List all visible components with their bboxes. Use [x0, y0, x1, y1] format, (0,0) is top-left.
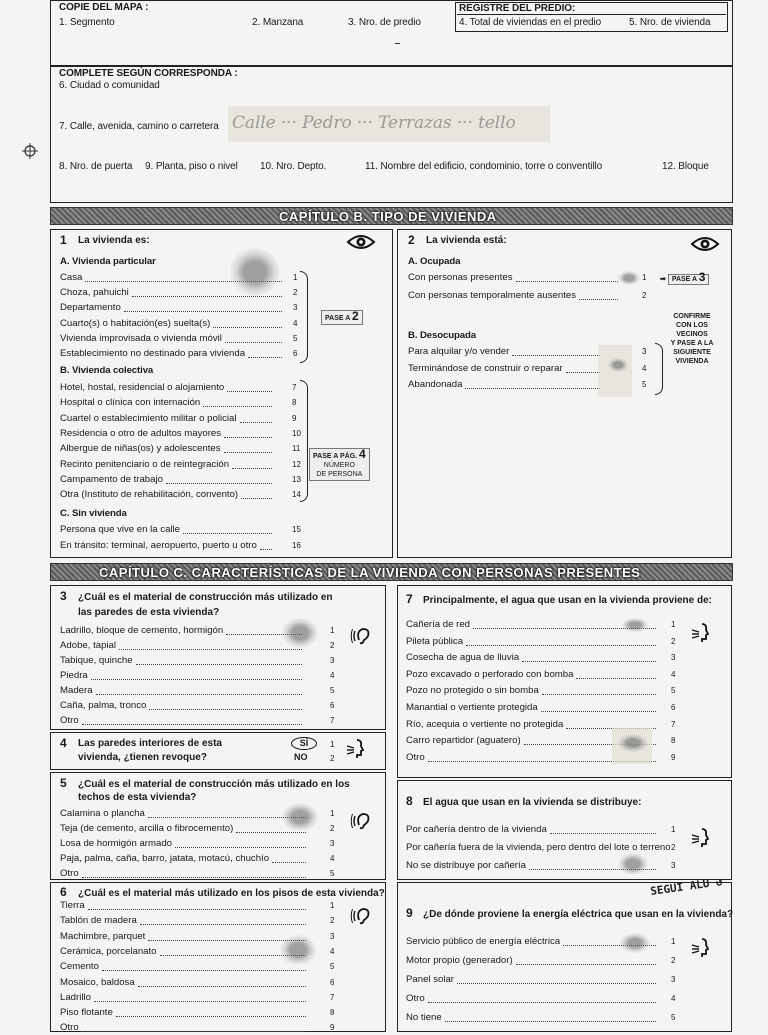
leader-dots	[516, 964, 656, 965]
option-label: No se distribuye por cañería	[406, 860, 526, 871]
ear-icon-q5	[352, 810, 374, 832]
option-label: Ladrillo, bloque de cemento, hormigón	[60, 625, 224, 636]
option-code: 6	[330, 978, 335, 987]
pase-4-label: PASE A PÁG. 4 NÚMERO DE PERSONA	[309, 448, 370, 481]
option-label: Otra (Instituto de rehabilitación, convento)	[60, 489, 239, 500]
leader-dots	[94, 1001, 306, 1002]
option-label: Casa	[60, 272, 83, 283]
q1-mark-casa	[230, 248, 280, 296]
q2-mark-b	[608, 358, 628, 372]
option-label: Cemento	[60, 961, 99, 972]
option-code: 8	[671, 736, 676, 745]
option-label: Otro	[406, 993, 425, 1004]
leader-dots	[124, 311, 282, 312]
leader-dots	[550, 833, 656, 834]
field-nro-vivienda[interactable]: 5. Nro. de vivienda	[629, 17, 711, 28]
leader-dots	[224, 437, 272, 438]
option-row[interactable]	[60, 443, 304, 456]
option-label: Establecimiento no destinado para vivienda	[60, 348, 246, 359]
option-row[interactable]	[60, 853, 342, 866]
leader-dots	[457, 983, 656, 984]
chapter-c-header	[50, 563, 733, 581]
option-code: 5	[330, 962, 335, 971]
q1-question: La vivienda es:	[78, 235, 150, 246]
speak-icon-q8	[690, 827, 712, 849]
chapter-b-title: CAPÍTULO B. TIPO DE VIVIENDA	[279, 209, 497, 224]
option-label: Cuartel o establecimiento militar o policial	[60, 413, 237, 424]
option-label: En tránsito: terminal, aeropuerto, puerto u otro	[60, 540, 257, 551]
option-row[interactable]	[60, 715, 342, 728]
option-row[interactable]	[60, 977, 342, 990]
option-code: 6	[330, 701, 335, 710]
option-row[interactable]	[406, 669, 683, 682]
field-edificio[interactable]: 11. Nombre del edificio, condominio, torre o conventillo	[365, 161, 603, 172]
option-row[interactable]	[60, 900, 342, 913]
leader-dots	[466, 645, 656, 646]
option-row[interactable]	[60, 413, 304, 426]
option-code: 4	[330, 854, 335, 863]
q8-question-1: El agua que usan en la vivienda se distribuye:	[423, 797, 642, 808]
option-code: 5	[671, 686, 676, 695]
option-code: 2	[330, 641, 335, 650]
option-row[interactable]	[60, 700, 342, 713]
option-label: Pileta pública	[406, 636, 464, 647]
leader-dots	[82, 877, 306, 878]
option-row[interactable]	[406, 824, 683, 837]
option-label: Campamento de trabajo	[60, 474, 163, 485]
option-row[interactable]	[60, 459, 304, 472]
option-code: 5	[330, 869, 335, 878]
option-row[interactable]	[60, 382, 304, 395]
option-code: 7	[671, 720, 676, 729]
leader-dots	[116, 1016, 306, 1017]
option-label: Paja, palma, caña, barro, jatata, motacú, chuchío	[60, 853, 270, 864]
option-label: Por cañería dentro de la vivienda	[406, 824, 547, 835]
q9-question-1: ¿De dónde proviene la energía eléctrica que usan en la vivienda?	[423, 909, 734, 920]
q5-question-1: ¿Cuál es el material de construcción más utilizado en los	[78, 779, 350, 790]
option-code: 1	[330, 901, 335, 910]
leader-dots	[132, 296, 282, 297]
leader-dots	[213, 327, 282, 328]
option-label: Teja (de cemento, arcilla o fibrocemento)	[60, 823, 234, 834]
option-row[interactable]	[60, 318, 305, 331]
leader-dots	[149, 709, 302, 710]
option-label: Calamina o plancha	[60, 808, 145, 819]
confirm-label: CONFIRME CON LOS VECINOS Y PASE A LA SIGUIENTE VIVIENDA	[670, 313, 714, 365]
leader-dots	[248, 357, 282, 358]
option-row[interactable]	[406, 636, 683, 649]
leader-dots	[203, 406, 272, 407]
option-label: Recinto penitenciario o de reintegración	[60, 459, 230, 470]
q9-handwritten-note: SEGUI ALU ↺	[649, 874, 724, 899]
q4-question-2: vivienda, ¿tienen revoque?	[78, 752, 207, 763]
leader-dots	[175, 847, 306, 848]
leader-dots	[579, 299, 618, 300]
eye-icon	[346, 232, 376, 252]
field-total-viviendas[interactable]: 4. Total de viviendas en el predio	[459, 17, 602, 28]
q3-mark	[282, 618, 318, 648]
leader-dots	[119, 649, 302, 650]
option-label: Otro	[60, 715, 79, 726]
option-code: 7	[292, 383, 297, 392]
q2-question: La vivienda está:	[426, 235, 507, 246]
option-label: Mosaico, baldosa	[60, 977, 135, 988]
leader-dots	[428, 1002, 656, 1003]
field-predio[interactable]: 3. Nro. de predio	[348, 17, 421, 28]
option-code: 3	[671, 653, 676, 662]
option-code: 4	[293, 319, 298, 328]
option-code: 6	[671, 703, 676, 712]
q2-section-a: A. Ocupada	[408, 256, 461, 267]
option-code: 4	[330, 947, 335, 956]
option-code: 2	[330, 824, 335, 833]
option-code: 6	[293, 349, 298, 358]
option-code: 5	[293, 334, 298, 343]
leader-dots	[140, 924, 306, 925]
leader-dots	[272, 862, 306, 863]
leader-dots	[260, 549, 272, 550]
option-label: Persona que vive en la calle	[60, 524, 180, 535]
q3-question-2: las paredes de esta vivienda?	[78, 607, 220, 618]
q4-question-1: Las paredes interiores de esta	[78, 738, 222, 749]
q8-number: 8	[406, 794, 413, 808]
leader-dots	[166, 483, 272, 484]
option-code: 4	[330, 671, 335, 680]
option-label: Manantial o vertiente protegida	[406, 702, 538, 713]
option-label: Pozo no protegido o sin bomba	[406, 685, 539, 696]
option-label: Carro repartidor (aguatero)	[406, 735, 521, 746]
option-row[interactable]	[406, 685, 683, 698]
option-code: 2	[671, 637, 676, 646]
option-code: 9	[292, 414, 297, 423]
option-label: Panel solar	[406, 974, 454, 985]
speak-icon-q9	[690, 937, 712, 959]
option-code: 9	[330, 1023, 335, 1032]
option-label: Terminándose de construir o reparar	[408, 363, 563, 374]
leader-dots	[91, 679, 302, 680]
option-code: 4	[642, 364, 647, 373]
q1-section-c: C. Sin vivienda	[60, 508, 127, 519]
option-code: 3	[330, 932, 335, 941]
speak-icon-q7	[690, 622, 712, 644]
leader-dots	[445, 1021, 656, 1022]
option-code: 9	[671, 753, 676, 762]
leader-dots	[236, 832, 306, 833]
pase-3-label: ➡ PASE A 3	[660, 273, 709, 284]
option-label: Hospital o clínica con internación	[60, 397, 201, 408]
option-code: 15	[292, 525, 301, 534]
field-calle[interactable]: 7. Calle, avenida, camino o carretera	[59, 121, 219, 132]
option-row[interactable]	[406, 702, 683, 715]
option-row[interactable]	[60, 868, 342, 881]
option-row[interactable]	[406, 652, 683, 665]
option-row[interactable]	[60, 655, 342, 668]
option-code: 2	[642, 291, 647, 300]
option-row[interactable]	[406, 955, 683, 968]
option-label: Otro	[60, 868, 79, 879]
leader-dots	[138, 986, 306, 987]
field-ciudad[interactable]: 6. Ciudad o comunidad	[59, 80, 160, 91]
leader-dots	[96, 694, 302, 695]
field-puerta[interactable]: 8. Nro. de puerta	[59, 161, 133, 172]
q6-question-1: ¿Cuál es el material más utilizado en los pisos de esta vivienda?	[78, 888, 385, 899]
eye-icon-2	[690, 234, 720, 254]
option-code: 16	[292, 541, 301, 550]
leader-dots	[241, 498, 272, 499]
option-label: Ladrillo	[60, 992, 91, 1003]
option-label: Abandonada	[408, 379, 463, 390]
q3-question-1: ¿Cuál es el material de construcción más utilizado en	[78, 592, 333, 603]
option-code: 13	[292, 475, 301, 484]
option-row[interactable]	[60, 333, 305, 346]
option-code: 8	[330, 1008, 335, 1017]
option-code: 2	[293, 288, 298, 297]
option-label: Con personas presentes	[408, 272, 513, 283]
option-row[interactable]	[60, 1007, 342, 1020]
option-label: Con personas temporalmente ausentes	[408, 290, 576, 301]
option-row[interactable]	[60, 670, 342, 683]
option-label: Tablón de madera	[60, 915, 137, 926]
q5-number: 5	[60, 776, 67, 790]
leader-dots	[542, 694, 656, 695]
option-code: 3	[671, 975, 676, 984]
option-row[interactable]	[60, 428, 304, 441]
field-manzana[interactable]: 2. Manzana	[252, 17, 304, 28]
option-label: Choza, pahuichi	[60, 287, 129, 298]
option-label: Piso flotante	[60, 1007, 113, 1018]
option-code: 2	[330, 916, 335, 925]
option-label: No tiene	[406, 1012, 442, 1023]
option-row[interactable]	[60, 838, 342, 851]
option-row[interactable]	[406, 993, 683, 1006]
q6-number: 6	[60, 885, 67, 899]
option-label: Motor propio (generador)	[406, 955, 513, 966]
q1-brace-b	[300, 380, 308, 502]
option-code: 3	[293, 303, 298, 312]
q2-number: 2	[408, 233, 415, 247]
option-code: 3	[642, 347, 647, 356]
option-code: 7	[330, 993, 335, 1002]
registration-mark-icon	[22, 143, 38, 159]
option-label: Otro	[406, 752, 425, 763]
option-row[interactable]	[406, 1012, 683, 1025]
option-label: Otro	[60, 1022, 79, 1033]
option-label: Residencia o otro de adultos mayores	[60, 428, 222, 439]
option-label: Cosecha de agua de lluvia	[406, 652, 520, 663]
option-label: Piedra	[60, 670, 88, 681]
leader-dots	[576, 678, 656, 679]
option-code: 2	[671, 843, 676, 852]
ear-icon-q3	[352, 625, 374, 647]
chapter-c-title: CAPÍTULO C. CARACTERÍSTICAS DE LA VIVIENDA CON PERSONAS PRESENTES	[99, 565, 641, 580]
option-label: Machimbre, parquet	[60, 931, 146, 942]
q4-option-si[interactable]: SÍ	[291, 737, 317, 750]
option-code: 10	[292, 429, 301, 438]
option-row[interactable]	[60, 540, 304, 553]
option-code: 5	[330, 686, 335, 695]
q1-number: 1	[60, 233, 67, 247]
leader-dots	[541, 711, 656, 712]
option-code: 1	[642, 273, 647, 282]
option-row[interactable]	[60, 685, 342, 698]
leader-dots	[566, 372, 600, 373]
option-label: Tabique, quinche	[60, 655, 133, 666]
option-row[interactable]	[408, 290, 654, 303]
q7-question-1: Principalmente, el agua que usan en la vivienda proviene de:	[423, 595, 712, 606]
option-code: 2	[671, 956, 676, 965]
ear-icon-q6	[352, 905, 374, 927]
option-code: 8	[292, 398, 297, 407]
option-code: 12	[292, 460, 301, 469]
q8-mark	[618, 853, 648, 875]
option-row[interactable]	[60, 489, 304, 502]
leader-dots	[232, 468, 272, 469]
option-code: 11	[292, 444, 301, 453]
q4-number: 4	[60, 736, 67, 750]
option-label: Pozo excavado o perforado con bomba	[406, 669, 574, 680]
option-row[interactable]	[60, 302, 305, 315]
option-code: 1	[671, 620, 676, 629]
q1-brace-a	[300, 271, 308, 363]
q6-mark	[280, 935, 316, 965]
option-label: Tierra	[60, 900, 85, 911]
option-code: 3	[330, 656, 335, 665]
option-label: Albergue de niñas(os) y adolescentes	[60, 443, 221, 454]
option-row[interactable]	[60, 397, 304, 410]
complete-title: COMPLETE SEGÚN CORRESPONDA :	[59, 68, 238, 79]
leader-dots	[102, 970, 306, 971]
option-label: Caña, palma, tronco	[60, 700, 147, 711]
option-label: Cerámica, porcelanato	[60, 946, 157, 957]
leader-dots	[82, 724, 302, 725]
field-planta[interactable]: 9. Planta, piso o nivel	[145, 161, 238, 172]
leader-dots	[240, 422, 273, 423]
q7-mark-1	[622, 618, 648, 632]
q3-number: 3	[60, 589, 67, 603]
leader-dots	[82, 1031, 306, 1032]
option-label: Departamento	[60, 302, 121, 313]
option-row[interactable]	[406, 842, 683, 855]
option-code: 3	[671, 861, 676, 870]
q9-mark	[620, 933, 650, 953]
q4-code-1: 1	[330, 740, 335, 749]
option-code: 5	[671, 1013, 676, 1022]
leader-dots	[183, 533, 272, 534]
leader-dots	[88, 909, 306, 910]
option-label: Hotel, hostal, residencial o alojamiento	[60, 382, 225, 393]
q2-section-b: B. Desocupada	[408, 330, 477, 341]
q2-mark-presentes	[618, 271, 640, 285]
option-label: Losa de hormigón armado	[60, 838, 172, 849]
option-label: Por cañería fuera de la vivienda, pero dentro del lote o terreno	[406, 842, 671, 853]
pase-2-label: PASE A 2	[321, 310, 363, 325]
option-label: Para alquilar y/o vender	[408, 346, 510, 357]
option-row[interactable]	[60, 524, 304, 537]
q4-code-2: 2	[330, 754, 335, 763]
q5-mark	[282, 803, 318, 831]
q2-brace-b	[655, 343, 663, 395]
option-row[interactable]	[406, 974, 683, 987]
option-code: 14	[292, 490, 301, 499]
option-row[interactable]	[60, 992, 342, 1005]
q7-mark-8	[618, 734, 648, 752]
option-code: 4	[671, 994, 676, 1003]
registre-underline	[457, 14, 726, 15]
leader-dots	[522, 661, 656, 662]
option-label: Cuarto(s) o habitación(es) suelta(s)	[60, 318, 211, 329]
option-code: 1	[671, 937, 676, 946]
field-segmento[interactable]: 1. Segmento	[59, 17, 115, 28]
option-code: 1	[330, 809, 335, 818]
predio-dash	[395, 43, 400, 44]
option-code: 3	[330, 839, 335, 848]
q1-section-b: B. Vivienda colectiva	[60, 365, 154, 376]
option-label: Río, acequia o vertiente no protegida	[406, 719, 564, 730]
leader-dots	[227, 391, 272, 392]
q9-number: 9	[406, 906, 413, 920]
registre-title: REGISTRE DEL PREDIO:	[459, 3, 576, 14]
leader-dots	[512, 355, 600, 356]
leader-dots	[516, 281, 618, 282]
q5-question-2: techos de esta vivienda?	[78, 792, 197, 803]
option-label: Cañería de red	[406, 619, 470, 630]
field-depto[interactable]: 10. Nro. Depto.	[260, 161, 327, 172]
option-row[interactable]	[60, 1022, 342, 1035]
chapter-b-header	[50, 207, 733, 225]
q4-option-no[interactable]: NO	[294, 752, 308, 762]
option-label: Vivienda improvisada o vivienda móvil	[60, 333, 222, 344]
option-code: 1	[330, 626, 335, 635]
leader-dots	[225, 342, 282, 343]
leader-dots	[224, 452, 272, 453]
q1-section-a: A. Vivienda particular	[60, 256, 156, 267]
speak-icon-q4	[345, 738, 367, 760]
option-code: 1	[293, 273, 298, 282]
option-row[interactable]	[60, 915, 342, 928]
option-label: Servicio público de energía eléctrica	[406, 936, 561, 947]
option-code: 4	[671, 670, 676, 679]
option-label: Adobe, tapial	[60, 640, 117, 651]
option-row[interactable]	[60, 348, 305, 361]
field-calle-value: Calle ··· Pedro ··· Terrazas ··· tello	[232, 113, 516, 133]
field-bloque[interactable]: 12. Bloque	[662, 161, 709, 172]
q7-number: 7	[406, 592, 413, 606]
option-label: Madera	[60, 685, 93, 696]
leader-dots	[465, 388, 600, 389]
leader-dots	[136, 664, 302, 665]
option-code: 7	[330, 716, 335, 725]
option-code: 1	[671, 825, 676, 834]
option-code: 5	[642, 380, 647, 389]
copie-title: COPIE DEL MAPA :	[59, 2, 149, 13]
option-row[interactable]	[60, 474, 304, 487]
